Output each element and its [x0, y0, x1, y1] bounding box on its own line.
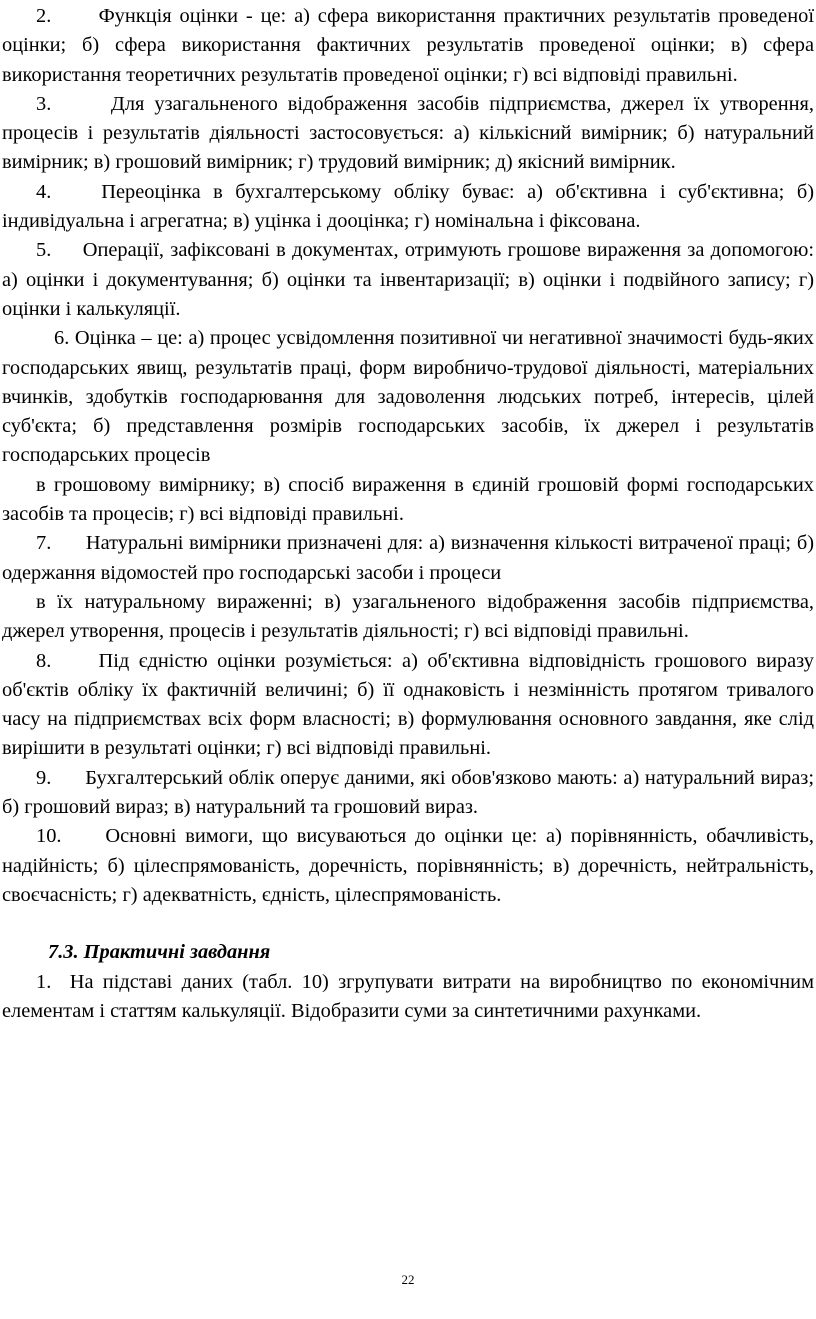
document-body	[2, 2, 814, 1026]
section-heading: 7.3. Практичні завдання	[48, 941, 271, 964]
question-3: 3. Для узагальненого відображення засобів підприємства, джерел їх утворення, процесів і результатів діяльності застосовується: а) кількісний вимірник; б) натуральний вимірник; в) грошовий вимірник; г) трудовий вимірник; д) якісний вимірник.	[2, 92, 814, 174]
question-7-continued: в їх натуральному вираженні; в) узагальненого відображення засобів підприємства, джерел утворення, процесів і результатів діяльності; г) всі відповіді правильні.	[2, 590, 814, 643]
question-10: 10. Основні вимоги, що висуваються до оцінки це: а) порівнянність, обачливість, надійність; б) цілеспрямованість, доречність, порівнянність; в) доречність, нейтральність, своєчасність; г) адекватність, єдність, цілеспрямованість.	[2, 825, 814, 906]
question-7: 7. Натуральні вимірники призначені для: а) визначення кількості витраченої праці; б) одержання відомостей про господарські засоби і процеси	[2, 532, 814, 584]
question-4: 4. Переоцінка в бухгалтерському обліку буває: а) об'єктивна і суб'єктивна; б) індивідуальна і агрегатна; в) уцінка і дооцінка; г) номінальна і фіксована.	[2, 180, 814, 233]
question-6-continued: в грошовому вимірнику; в) спосіб вираження в єдиній грошовій формі господарських засобів та процесів; г) всі відповіді правильні.	[2, 473, 814, 526]
practical-task-1: 1. На підставі даних (табл. 10) згрупувати витрати на виробництво по економічним елементам і статтям калькуляції. Відобразити суми за синтетичними рахунками.	[2, 970, 814, 1022]
question-5: 5. Операції, зафіксовані в документах, отримують грошове вираження за допомогою: а) оцінки і документування; б) оцінки та інвентаризації; в) оцінки і подвійного запису; г) оцінки і калькуляції.	[2, 239, 814, 320]
question-2: 2. Функція оцінки - це: а) сфера використання практичних результатів проведеної оцінки; б) сфера використання фактичних результатів проведеної оцінки; в) сфера використання теоретичних результатів проведеної оцінки; г) всі відповіді правильні.	[2, 5, 814, 86]
question-8: 8. Під єдністю оцінки розуміється: а) об'єктивна відповідність грошового виразу об'єктів обліку їх фактичній величині; б) її однаковість і незмінність протягом тривалого часу на підприємствах всіх форм власності; в) формулювання основного завдання, яке слід вирішити в результаті оцінки; г) всі відповіді правильні.	[2, 649, 814, 760]
question-9: 9. Бухгалтерський облік оперує даними, які обов'язково мають: а) натуральний вираз; б) грошовий вираз; в) натуральний та грошовий вираз.	[2, 766, 814, 819]
page-number: 22	[401, 1272, 415, 1287]
question-6: 6. Оцінка – це: а) процес усвідомлення позитивної чи негативної значимості будь-яких господарських явищ, результатів праці, форм виробничо-трудової діяльності, матеріальних вчинків, здобутків господарювання для задоволення людських потреб, інтересів, цілей суб'єкта; б) представлення розмірів господарських засобів, їх джерел і результатів господарських процесів	[2, 327, 814, 467]
